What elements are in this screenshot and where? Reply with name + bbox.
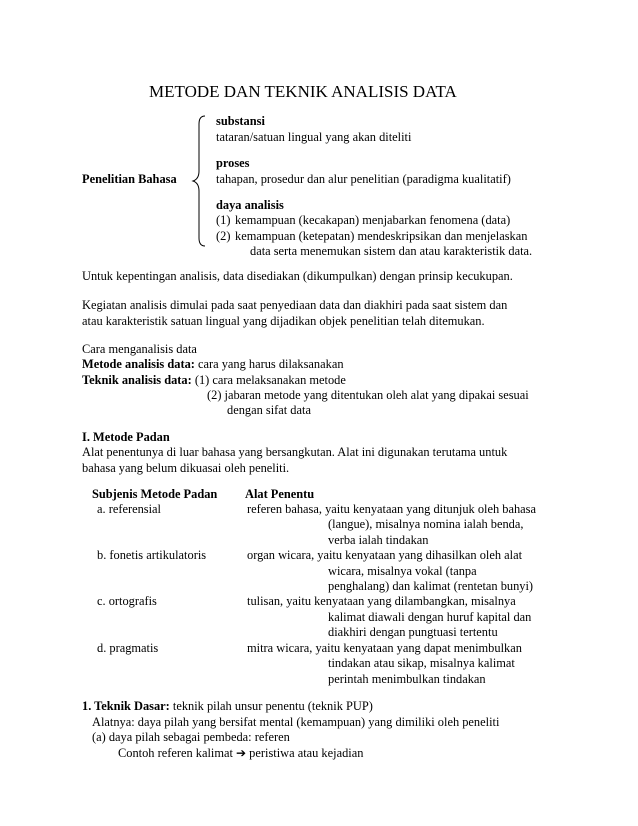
teknik-dasar-line [82,699,373,715]
subjenis-row-name: b. fonetis artikulatoris [97,548,207,562]
subjenis-row-cont-line: (langue), misalnya nomina ialah benda, [328,517,524,531]
right-arrow-icon: ➔ [236,746,247,760]
substansi-label: substansi [216,114,265,128]
daya-analisis-label: daya analisis [216,198,284,212]
daya-item-2-line2: data serta menemukan sistem dan atau karakteristik data. [250,244,533,258]
paragraph-kegiatan-line1: Kegiatan analisis dimulai pada saat penyediaan data dan diakhiri pada saat sistem dan [82,298,508,312]
subjenis-row-name: d. pragmatis [97,641,159,655]
daya-item-1-number: (1) [216,213,231,227]
metode-analisis-label: Metode analisis data: [82,357,195,371]
subjenis-row-first-line: mitra wicara, yaitu kenyataan yang dapat menimbulkan [247,641,522,655]
teknik-analisis-line [82,373,346,389]
subjenis-column-header: Subjenis Metode Padan [92,487,218,501]
metode-padan-desc-line1: Alat penentunya di luar bahasa yang bersangkutan. Alat ini digunakan terutama untuk [82,445,508,459]
subjenis-row-name: a. referensial [97,502,161,516]
proses-label: proses [216,156,250,170]
paragraph-kecukupan: Untuk kepentingan analisis, data disediakan (dikumpulkan) dengan prinsip kecukupan. [82,269,513,283]
daya-item-1-text: kemampuan (kecakapan) menjabarkan fenomena (data) [235,213,511,227]
subjenis-row-cont-line: perintah menimbulkan tindakan [328,672,486,686]
proses-text: tahapan, prosedur dan alur penelitian (paradigma kualitatif) [216,172,511,186]
daya-item-2-number: (2) [216,229,231,243]
subjenis-row-cont-line: kalimat diawali dengan huruf kapital dan [328,610,532,624]
subjenis-row-cont-line: verba ialah tindakan [328,533,429,547]
teknik-dasar-text: teknik pilah unsur penentu (teknik PUP) [169,699,373,713]
teknik-analisis-label: Teknik analisis data: [82,373,192,387]
subjenis-row-first-line: organ wicara, yaitu kenyataan yang dihasilkan oleh alat [247,548,523,562]
subjenis-row-cont-line: wicara, misalnya vokal (tanpa [328,564,477,578]
teknik-analisis-item-1: (1) cara melaksanakan metode [191,373,346,387]
subjenis-row-cont-line: tindakan atau sikap, misalnya kalimat [328,656,515,670]
metode-analisis-text: cara yang harus dilaksanakan [194,357,344,371]
daya-item-2-line1: kemampuan (ketepatan) mendeskripsikan dan menjelaskan [235,229,528,243]
subjenis-row-cont-line: penghalang) dan kalimat (rentetan bunyi) [328,579,534,593]
teknik-dasar-daya-pilah-line: (a) daya pilah sebagai pembeda: referen [92,730,290,744]
page-title: METODE DAN TEKNIK ANALISIS DATA [149,82,457,101]
subjenis-row-first-line: tulisan, yaitu kenyataan yang dilambangkan, misalnya [247,594,516,608]
cara-heading: Cara menganalisis data [82,342,197,356]
subjenis-row-cont-line: diakhiri dengan pungtuasi tertentu [328,625,498,639]
metode-analisis-line [82,357,344,373]
contoh-referen-line [118,746,363,762]
subjenis-row-name: c. ortografis [97,594,157,608]
metode-padan-desc-line2: bahasa yang belum dikuasai oleh peneliti. [82,461,290,475]
metode-padan-heading: I. Metode Padan [82,430,170,444]
substansi-text: tataran/satuan lingual yang akan diteliti [216,130,412,144]
subjenis-row-first-line: referen bahasa, yaitu kenyataan yang ditunjuk oleh bahasa [247,502,536,516]
paragraph-kegiatan-line2: atau karakteristik satuan lingual yang dijadikan objek penelitian telah ditemukan. [82,314,485,328]
contoh-rest-text: peristiwa atau kejadian [246,746,364,760]
penelitian-label: Penelitian Bahasa [82,172,177,186]
contoh-text: Contoh referen kalimat [118,746,237,760]
curly-brace-icon [191,114,209,248]
teknik-dasar-label: 1. Teknik Dasar: [82,699,170,713]
teknik-analisis-item-2-line2: dengan sifat data [227,403,311,417]
teknik-analisis-item-2-line1: (2) jabaran metode yang ditentukan oleh alat yang dipakai sesuai [207,388,529,402]
teknik-dasar-alat-line: Alatnya: daya pilah yang bersifat mental (kemampuan) yang dimiliki oleh peneliti [92,715,500,729]
alat-penentu-column-header: Alat Penentu [245,487,315,501]
